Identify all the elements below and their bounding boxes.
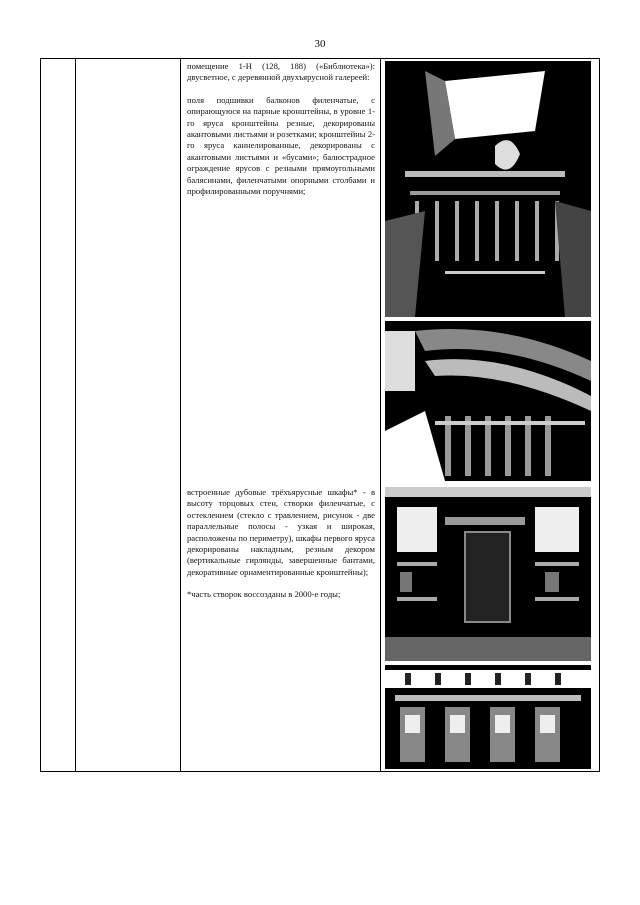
library-gallery-ceiling-photo	[385, 61, 591, 317]
column-divider	[180, 59, 181, 771]
description-block	[187, 487, 375, 612]
description-block	[187, 61, 375, 208]
description-paragraph: поля подшивки балконов филенчатые, с опирающуюся на парные кронштейны, в уровне 1-го яруса кронштейны резные, декорированы акантовыми листьями и розетками; кронштейны 2-го яруса каннелированные, декорированы с акантовыми листьями и «бусами»; балюстрадное ограждение ярусов с резными прямоугольными балясинами, филенчатыми опорными столбами и профилированными поручнями;	[187, 94, 375, 197]
library-gallery-balcony-photo	[385, 321, 591, 481]
description-paragraph: *часть створок воссозданы в 2000-е годы;	[187, 589, 341, 600]
description-paragraph: встроенные дубовые трёхъярусные шкафы* - в высоту торцовых стен, створки филенчатые, с остеклением (стекло с травлением, рисунок - две параллельные полосы - узкая и широкая, расположены по периметру), шкафы первого яруса декорированы накладным, резным декором (вертикальные гирлянды, завершенные бантами, декоративные орнаментированные кронштейны);	[187, 487, 375, 577]
description-paragraph: помещение 1-Н (128, 188) («Библиотека»): двусветное, с деревянной двухъярусной галереей:	[187, 61, 375, 83]
column-divider	[380, 59, 381, 771]
library-bookcase-detail-photo	[385, 665, 591, 769]
library-bookcase-photo	[385, 487, 591, 661]
column-divider	[75, 59, 76, 771]
page-number: 30	[314, 38, 326, 50]
document-table	[40, 58, 600, 772]
